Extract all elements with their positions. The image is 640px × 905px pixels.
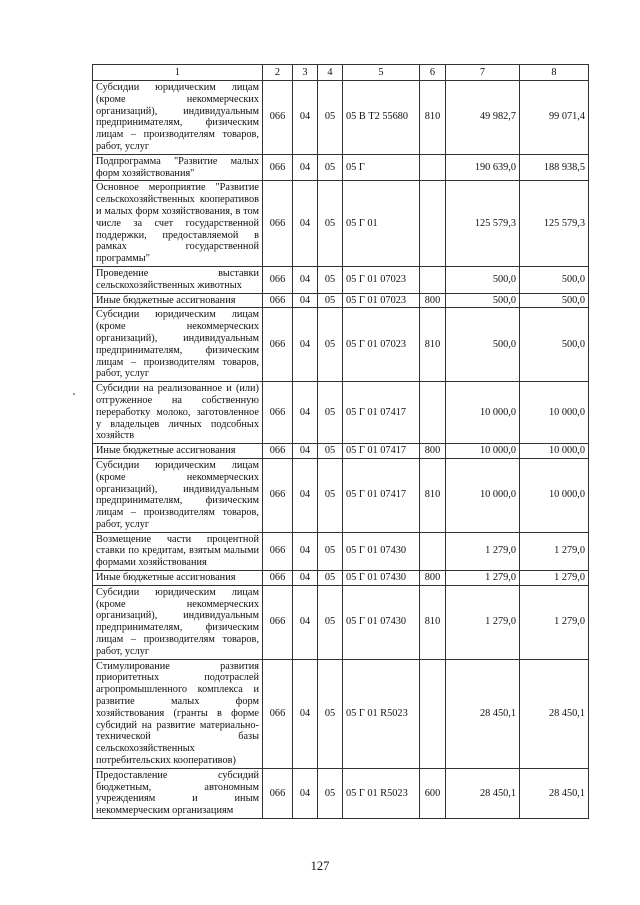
row-name: Субсидии юридическим лицам (кроме некоммерческих организаций), индивидуальным предпринимателям, физическим лицам – производителям товаров, работ, услуг [93, 585, 263, 659]
row-sum-1: 1 279,0 [446, 571, 520, 586]
row-ved: 066 [263, 571, 293, 586]
row-sum-2: 10 000,0 [520, 458, 589, 532]
table-row [93, 659, 589, 768]
row-ved: 066 [263, 154, 293, 181]
row-rz: 04 [293, 308, 318, 382]
row-name: Иные бюджетные ассигнования [93, 293, 263, 308]
table-row [93, 458, 589, 532]
row-sum-1: 190 639,0 [446, 154, 520, 181]
row-rz: 04 [293, 81, 318, 155]
row-sum-2: 500,0 [520, 266, 589, 293]
row-name: Иные бюджетные ассигнования [93, 444, 263, 459]
row-vr [420, 266, 446, 293]
row-ved: 066 [263, 81, 293, 155]
header-col-2: 2 [263, 65, 293, 81]
row-vr: 800 [420, 571, 446, 586]
row-csr: 05 Г 01 07417 [343, 382, 420, 444]
table-row [93, 266, 589, 293]
table-row [93, 382, 589, 444]
row-csr: 05 Г 01 07417 [343, 458, 420, 532]
row-rz: 04 [293, 293, 318, 308]
row-pr: 05 [318, 444, 343, 459]
row-csr: 05 Г 01 07023 [343, 308, 420, 382]
row-sum-2: 125 579,3 [520, 181, 589, 267]
scan-artifact-dot [73, 393, 75, 395]
row-ved: 066 [263, 293, 293, 308]
row-sum-2: 1 279,0 [520, 532, 589, 570]
row-sum-1: 28 450,1 [446, 768, 520, 818]
header-col-7: 7 [446, 65, 520, 81]
row-sum-1: 500,0 [446, 293, 520, 308]
row-rz: 04 [293, 444, 318, 459]
header-col-4: 4 [318, 65, 343, 81]
row-rz: 04 [293, 382, 318, 444]
row-vr: 810 [420, 81, 446, 155]
row-rz: 04 [293, 532, 318, 570]
table-row [93, 181, 589, 267]
row-vr: 600 [420, 768, 446, 818]
row-ved: 066 [263, 659, 293, 768]
row-name: Возмещение части процентной ставки по кредитам, взятым малыми формами хозяйствования [93, 532, 263, 570]
table-row [93, 293, 589, 308]
table-row [93, 308, 589, 382]
row-sum-2: 500,0 [520, 308, 589, 382]
header-col-1: 1 [93, 65, 263, 81]
header-row [93, 65, 589, 81]
row-name: Субсидии на реализованное и (или) отгруженное на собственную переработку молоко, заготовленное у владельцев личных подсобных хозяйств [93, 382, 263, 444]
table-row [93, 154, 589, 181]
row-ved: 066 [263, 382, 293, 444]
row-sum-2: 28 450,1 [520, 659, 589, 768]
row-name: Субсидии юридическим лицам (кроме некоммерческих организаций), индивидуальным предпринимателям, физическим лицам – производителям товаров, работ, услуг [93, 81, 263, 155]
row-vr: 800 [420, 444, 446, 459]
row-csr: 05 Г 01 R5023 [343, 768, 420, 818]
header-col-5: 5 [343, 65, 420, 81]
row-csr: 05 Г 01 07430 [343, 532, 420, 570]
row-rz: 04 [293, 181, 318, 267]
row-sum-1: 10 000,0 [446, 382, 520, 444]
row-vr [420, 532, 446, 570]
row-ved: 066 [263, 181, 293, 267]
table-row [93, 532, 589, 570]
row-vr: 810 [420, 458, 446, 532]
row-pr: 05 [318, 768, 343, 818]
row-rz: 04 [293, 571, 318, 586]
row-sum-1: 10 000,0 [446, 444, 520, 459]
row-csr: 05 Г 01 07430 [343, 585, 420, 659]
row-csr: 05 Г 01 07417 [343, 444, 420, 459]
table-row [93, 81, 589, 155]
row-name: Иные бюджетные ассигнования [93, 571, 263, 586]
row-ved: 066 [263, 532, 293, 570]
header-col-3: 3 [293, 65, 318, 81]
row-rz: 04 [293, 659, 318, 768]
row-csr: 05 Г 01 R5023 [343, 659, 420, 768]
row-sum-1: 1 279,0 [446, 585, 520, 659]
row-sum-2: 188 938,5 [520, 154, 589, 181]
row-ved: 066 [263, 585, 293, 659]
row-sum-2: 28 450,1 [520, 768, 589, 818]
row-sum-1: 1 279,0 [446, 532, 520, 570]
row-sum-2: 10 000,0 [520, 382, 589, 444]
row-sum-2: 1 279,0 [520, 571, 589, 586]
row-sum-1: 500,0 [446, 308, 520, 382]
row-pr: 05 [318, 585, 343, 659]
row-vr [420, 154, 446, 181]
row-rz: 04 [293, 585, 318, 659]
row-sum-2: 10 000,0 [520, 444, 589, 459]
row-csr: 05 Г 01 07023 [343, 293, 420, 308]
budget-table [92, 64, 589, 819]
header-col-8: 8 [520, 65, 589, 81]
row-name: Подпрограмма "Развитие малых форм хозяйствования" [93, 154, 263, 181]
row-name: Субсидии юридическим лицам (кроме некоммерческих организаций), индивидуальным предпринимателям, физическим лицам – производителям товаров, работ, услуг [93, 308, 263, 382]
header-col-6: 6 [420, 65, 446, 81]
row-csr: 05 Г 01 [343, 181, 420, 267]
row-name: Основное мероприятие "Развитие сельскохозяйственных кооперативов и малых форм хозяйствования, в том числе за счет государственной поддержки, предоставляемой в рамках государственной программы" [93, 181, 263, 267]
row-csr: 05 Г 01 07430 [343, 571, 420, 586]
row-pr: 05 [318, 81, 343, 155]
row-name: Стимулирование развития приоритетных подотраслей агропромышленного комплекса и развитие малых форм хозяйствования (гранты в форме субсидий на развитие материально-технической базы сельскохозяйственных потребительских кооперативов) [93, 659, 263, 768]
row-rz: 04 [293, 154, 318, 181]
row-name: Предоставление субсидий бюджетным, автономным учреждениям и иным некоммерческим организациям [93, 768, 263, 818]
row-sum-1: 500,0 [446, 266, 520, 293]
row-rz: 04 [293, 768, 318, 818]
row-ved: 066 [263, 444, 293, 459]
row-pr: 05 [318, 181, 343, 267]
row-name: Субсидии юридическим лицам (кроме некоммерческих организаций), индивидуальным предпринимателям, физическим лицам – производителям товаров, работ, услуг [93, 458, 263, 532]
row-pr: 05 [318, 308, 343, 382]
row-pr: 05 [318, 293, 343, 308]
table-row [93, 768, 589, 818]
row-pr: 05 [318, 659, 343, 768]
row-vr: 810 [420, 308, 446, 382]
table-row [93, 585, 589, 659]
row-ved: 066 [263, 768, 293, 818]
row-csr: 05 В Т2 55680 [343, 81, 420, 155]
row-rz: 04 [293, 266, 318, 293]
row-csr: 05 Г 01 07023 [343, 266, 420, 293]
row-csr: 05 Г [343, 154, 420, 181]
row-ved: 066 [263, 266, 293, 293]
table-row [93, 571, 589, 586]
row-vr: 810 [420, 585, 446, 659]
row-sum-1: 125 579,3 [446, 181, 520, 267]
row-pr: 05 [318, 266, 343, 293]
row-pr: 05 [318, 382, 343, 444]
row-vr [420, 382, 446, 444]
row-ved: 066 [263, 308, 293, 382]
row-sum-2: 500,0 [520, 293, 589, 308]
page-number: 127 [310, 859, 330, 873]
row-pr: 05 [318, 458, 343, 532]
row-sum-2: 1 279,0 [520, 585, 589, 659]
row-pr: 05 [318, 154, 343, 181]
row-sum-2: 99 071,4 [520, 81, 589, 155]
row-name: Проведение выставки сельскохозяйственных животных [93, 266, 263, 293]
row-vr [420, 659, 446, 768]
row-sum-1: 49 982,7 [446, 81, 520, 155]
table-row [93, 444, 589, 459]
row-pr: 05 [318, 571, 343, 586]
row-vr [420, 181, 446, 267]
row-vr: 800 [420, 293, 446, 308]
row-sum-1: 28 450,1 [446, 659, 520, 768]
row-ved: 066 [263, 458, 293, 532]
row-sum-1: 10 000,0 [446, 458, 520, 532]
row-pr: 05 [318, 532, 343, 570]
row-rz: 04 [293, 458, 318, 532]
